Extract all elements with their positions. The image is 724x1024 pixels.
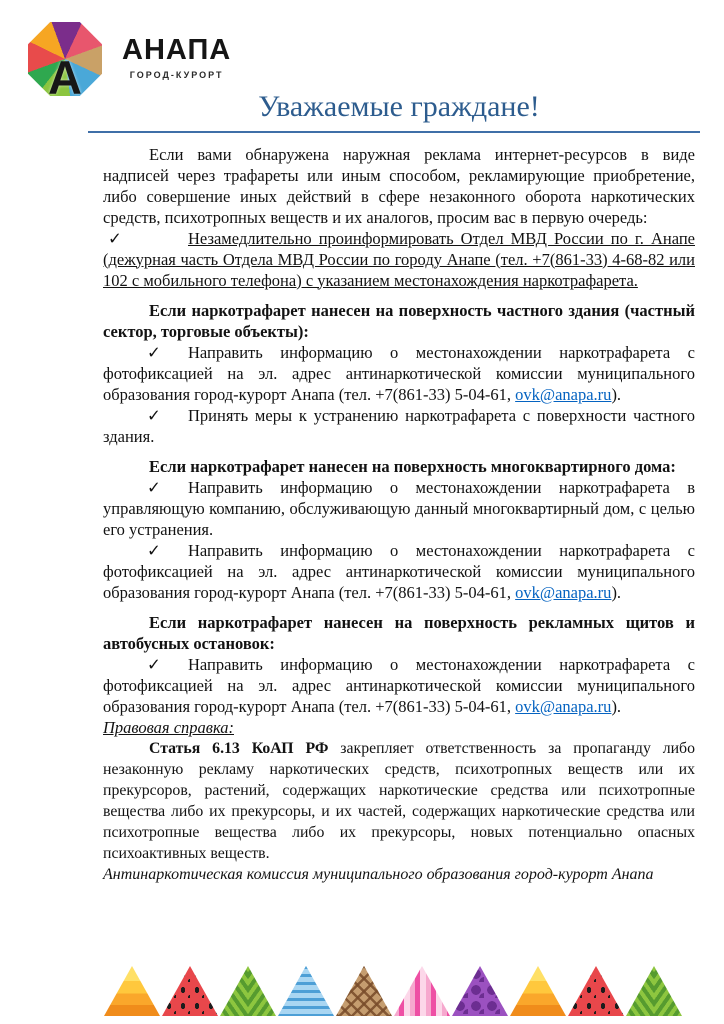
- bullet-text-after: ).: [611, 384, 622, 404]
- legal-article-ref: Статья 6.13 КоАП РФ: [149, 739, 329, 757]
- email-link[interactable]: ovk@anapa.ru: [515, 696, 612, 716]
- legal-text: закрепляет ответственность за пропаганду либо незаконную рекламу наркотических средств, психотропных веществ или их прекурсоров, растений, содержащих наркотические средства или психотропные вещества либо их прекурсоры, и их частей, содержащих наркотические средства или психотропные вещества либо их прекурсоры, новых потенциально опасных психоактивных веществ.: [103, 739, 695, 862]
- document-content: [103, 88, 695, 885]
- check-icon: ✓: [147, 342, 161, 362]
- bullet-text-after: ).: [611, 582, 622, 602]
- triangle-stripes-icon: [394, 966, 450, 1016]
- title-divider: [88, 131, 700, 133]
- bullet-item: [103, 477, 695, 540]
- bullet-item: [103, 405, 695, 447]
- urgent-bullet-text: Незамедлительно проинформировать Отдел МВД России по г. Анапе (дежурная часть Отдела МВД России по городу Анапе (тел. +7(861-33) 4-68-82 или 102 с мобильного телефона) с указанием местонахождения наркотрафарета.: [103, 228, 695, 290]
- triangle-sun-icon: [510, 966, 566, 1016]
- bullet-text-after: ).: [611, 696, 622, 716]
- triangle-watermelon-icon: [162, 966, 218, 1016]
- triangle-waves-icon: [278, 966, 334, 1016]
- triangle-maze-icon: [336, 966, 392, 1016]
- triangle-dots-icon: [452, 966, 508, 1016]
- triangle-sun-icon: [104, 966, 160, 1016]
- bullet-text: Направить информацию о местонахождении наркотрафарета с фотофиксацией на эл. адрес антинаркотической комиссии муниципального образования город-курорт Анапа (тел. +7(861-33) 5-04-61,: [103, 654, 695, 716]
- section-heading-apartment-building: Если наркотрафарет нанесен на поверхность многоквартирного дома:: [149, 456, 676, 476]
- check-icon: ✓: [147, 405, 161, 425]
- section-heading-private-building: Если наркотрафарет нанесен на поверхность частного здания (частный сектор, торговые объекты):: [103, 300, 695, 341]
- body-text: [103, 144, 695, 885]
- brand-subtitle: ГОРОД-КУРОРТ: [129, 70, 224, 80]
- check-icon: ✓: [147, 654, 161, 674]
- bullet-text: Принять меры к устранению наркотрафарета с поверхности частного здания.: [103, 405, 695, 446]
- decorative-triangle-border: [104, 966, 682, 1016]
- bullet-item: [103, 654, 695, 717]
- triangle-chevron-icon: [626, 966, 682, 1016]
- bullet-item: [103, 342, 695, 405]
- email-link[interactable]: ovk@anapa.ru: [515, 384, 612, 404]
- bullet-text: Направить информацию о местонахождении наркотрафарета с фотофиксацией на эл. адрес антинаркотической комиссии муниципального образования город-курорт Анапа (тел. +7(861-33) 5-04-61,: [103, 342, 695, 404]
- logo-octagon-icon: [28, 22, 102, 104]
- bullet-item: [103, 540, 695, 603]
- city-logo: [28, 22, 232, 104]
- page-title: Уважаемые граждане!: [258, 90, 540, 123]
- signature-line: Антинаркотическая комиссия муниципального образования город-курорт Анапа: [103, 865, 654, 883]
- brand-name: АНАПА: [122, 34, 232, 66]
- logo-letter-a: А: [48, 51, 82, 104]
- triangle-chevron-icon: [220, 966, 276, 1016]
- section-heading-billboards: Если наркотрафарет нанесен на поверхность рекламных щитов и автобусных остановок:: [103, 612, 695, 653]
- triangle-watermelon-icon: [568, 966, 624, 1016]
- urgent-bullet: [103, 228, 695, 291]
- bullet-text: Направить информацию о местонахождении наркотрафарета с фотофиксацией на эл. адрес антинаркотической комиссии муниципального образования город-курорт Анапа (тел. +7(861-33) 5-04-61,: [103, 540, 695, 602]
- check-icon: ✓: [108, 228, 122, 248]
- intro-paragraph: Если вами обнаружена наружная реклама интернет-ресурсов в виде надписей через трафареты или иным способом, рекламирующие приобретение, либо совершение иных действий в сфере незаконного оборота наркотических средств, психотропных веществ и их аналогов, просим вас в первую очередь:: [103, 144, 695, 227]
- email-link[interactable]: ovk@anapa.ru: [515, 582, 612, 602]
- legal-note-label: Правовая справка:: [103, 717, 234, 737]
- bullet-text: Направить информацию о местонахождении наркотрафарета в управляющую компанию, обслуживающую данный многоквартирный дом, с целью его устранения.: [103, 477, 695, 539]
- legal-paragraph: [103, 738, 695, 864]
- check-icon: ✓: [147, 540, 161, 560]
- check-icon: ✓: [147, 477, 161, 497]
- logo-text-block: [122, 36, 231, 80]
